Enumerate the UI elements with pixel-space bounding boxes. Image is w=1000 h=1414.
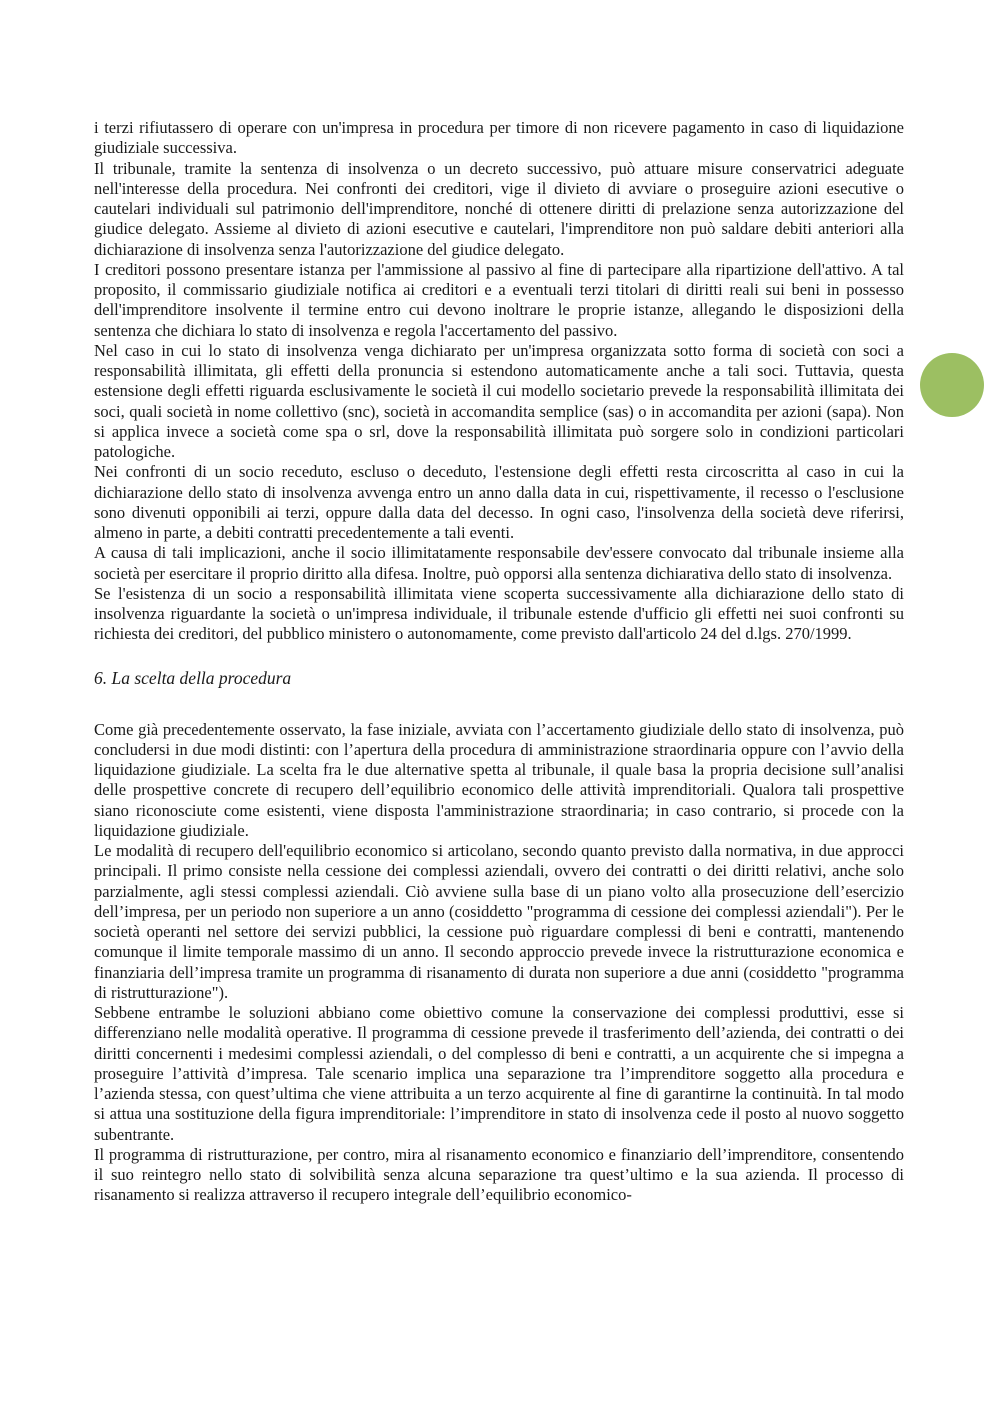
paragraph: Come già precedentemente osservato, la fase iniziale, avviata con l’accertamento giudiziale dello stato di insolvenza, può concludersi in due modi distinti: con l’apertura della procedura di amministrazione straordinaria oppure con l’avvio della liquidazione giudiziale. La scelta fra le due alternative spetta al tribunale, il quale basa la propria decisione sull’analisi delle prospettive concrete di recupero dell’equilibrio economico delle attività imprenditoriali. Qualora tali prospettive siano riconosciute come esistenti, viene disposta l'amministrazione straordinaria; in caso contrario, si procede con la liquidazione giudiziale. xyxy=(94,719,904,840)
paragraph: Se l'esistenza di un socio a responsabilità illimitata viene scoperta successivamente alla dichiarazione dello stato di insolvenza riguardante la società o un'impresa individuale, il tribunale estende d'ufficio gli effetti nei suoi confronti su richiesta dei creditori, del pubblico ministero o autonomamente, come previsto dall'articolo 24 del d.lgs. 270/1999. xyxy=(94,583,904,644)
paragraph: A causa di tali implicazioni, anche il socio illimitatamente responsabile dev'essere convocato dal tribunale insieme alla società per esercitare il proprio diritto alla difesa. Inoltre, può opporsi alla sentenza dichiarativa dello stato di insolvenza. xyxy=(94,543,904,583)
paragraph: Il programma di ristrutturazione, per contro, mira al risanamento economico e finanziario dell’imprenditore, consentendo il suo reintegro nello stato di solvibilità senza alcuna separazione tra quest’ultimo e la sua azienda. Il processo di risanamento si realizza attraverso il recupero integrale dell’equilibrio economico- xyxy=(94,1144,904,1205)
paragraph: Nel caso in cui lo stato di insolvenza venga dichiarato per un'impresa organizzata sotto forma di società con soci a responsabilità illimitata, gli effetti della pronuncia si estendono automaticamente anche a tali soci. Tuttavia, questa estensione degli effetti riguarda esclusivamente le società il cui modello societario prevede la responsabilità illimitata dei soci, quali società in nome collettivo (snc), società in accomandita semplice (sas) o in accomandita per azioni (sapa). Non si applica invece a società come spa o srl, dove la responsabilità illimitata può sorgere solo in condizioni particolari patologiche. xyxy=(94,340,904,461)
paragraph: Il tribunale, tramite la sentenza di insolvenza o un decreto successivo, può attuare misure conservatrici adeguate nell'interesse della procedura. Nei confronti dei creditori, vige il divieto di avviare o proseguire azioni esecutive o cautelari individuali sul patrimonio dell'imprenditore, nonché di ottenere diritti di prelazione senza autorizzazione del giudice delegato. Assieme al divieto di azioni esecutive e cautelari, l'imprenditore non può saldare debiti anteriori alla dichiarazione di insolvenza senza l'autorizzazione del giudice delegato. xyxy=(94,158,904,259)
page-marker-circle xyxy=(920,353,984,417)
paragraph: Le modalità di recupero dell'equilibrio economico si articolano, secondo quanto previsto dalla normativa, in due approcci principali. Il primo consiste nella cessione dei complessi aziendali, ovvero dei contratti o dei diritti relativi, anche solo parzialmente, agli stessi complessi aziendali. Ciò avviene sulla base di un piano volto alla prosecuzione dell’esercizio dell’impresa, per un periodo non superiore a un anno (cosiddetto "programma di cessione dei complessi aziendali"). Per le società operanti nel settore dei servizi pubblici, la cessione può riguardare complessi di beni e contratti, mantenendo comunque il limite temporale massimo di un anno. Il secondo approccio prevede invece la ristrutturazione economica e finanziaria dell’impresa tramite un programma di risanamento di durata non superiore a due anni (cosiddetto "programma di ristrutturazione"). xyxy=(94,841,904,1002)
section-heading: 6. La scelta della procedura xyxy=(94,667,292,688)
paragraph: Nei confronti di un socio receduto, escluso o deceduto, l'estensione degli effetti resta circoscritta al caso in cui la dichiarazione dello stato di insolvenza avvenga entro un anno dalla data in cui, rispettivamente, il recesso o l'esclusione sono divenuti opponibili ai terzi, oppure dalla data del decesso. In ogni caso, l'insolvenza della società deve riferirsi, almeno in parte, a debiti contratti precedentemente a tali eventi. xyxy=(94,462,904,542)
paragraph: I creditori possono presentare istanza per l'ammissione al passivo al fine di partecipare alla ripartizione dell'attivo. A tal proposito, il commissario giudiziale notifica ai creditori e a eventuali terzi titolari di diritti reali sui beni in possesso dell'imprenditore insolvente il termine entro cui devono inoltrare le proprie istanze, allegando le disposizioni della sentenza che dichiara lo stato di insolvenza e regola l'accertamento del passivo. xyxy=(94,259,904,340)
paragraph: i terzi rifiutassero di operare con un'impresa in procedura per timore di non ricevere pagamento in caso di liquidazione giudiziale successiva. xyxy=(94,118,904,158)
paragraph: Sebbene entrambe le soluzioni abbiano come obiettivo comune la conservazione dei complessi produttivi, esse si differenziano nelle modalità operative. Il programma di cessione prevede il trasferimento dell’azienda, dei contratti o dei diritti concernenti i medesimi complessi aziendali, o del complesso di beni e contratti, a un acquirente che si impegna a proseguire l’attività d’impresa. Tale scenario implica una separazione tra l’imprenditore soggetto alla procedura e l’azienda stessa, con quest’ultima che viene attribuita a un terzo acquirente al fine di garantirne la continuità. In tal modo si attua una sostituzione della figura imprenditoriale: l’imprenditore in stato di insolvenza cede il posto al nuovo soggetto subentrante. xyxy=(94,1003,904,1144)
document-page xyxy=(94,118,904,1206)
